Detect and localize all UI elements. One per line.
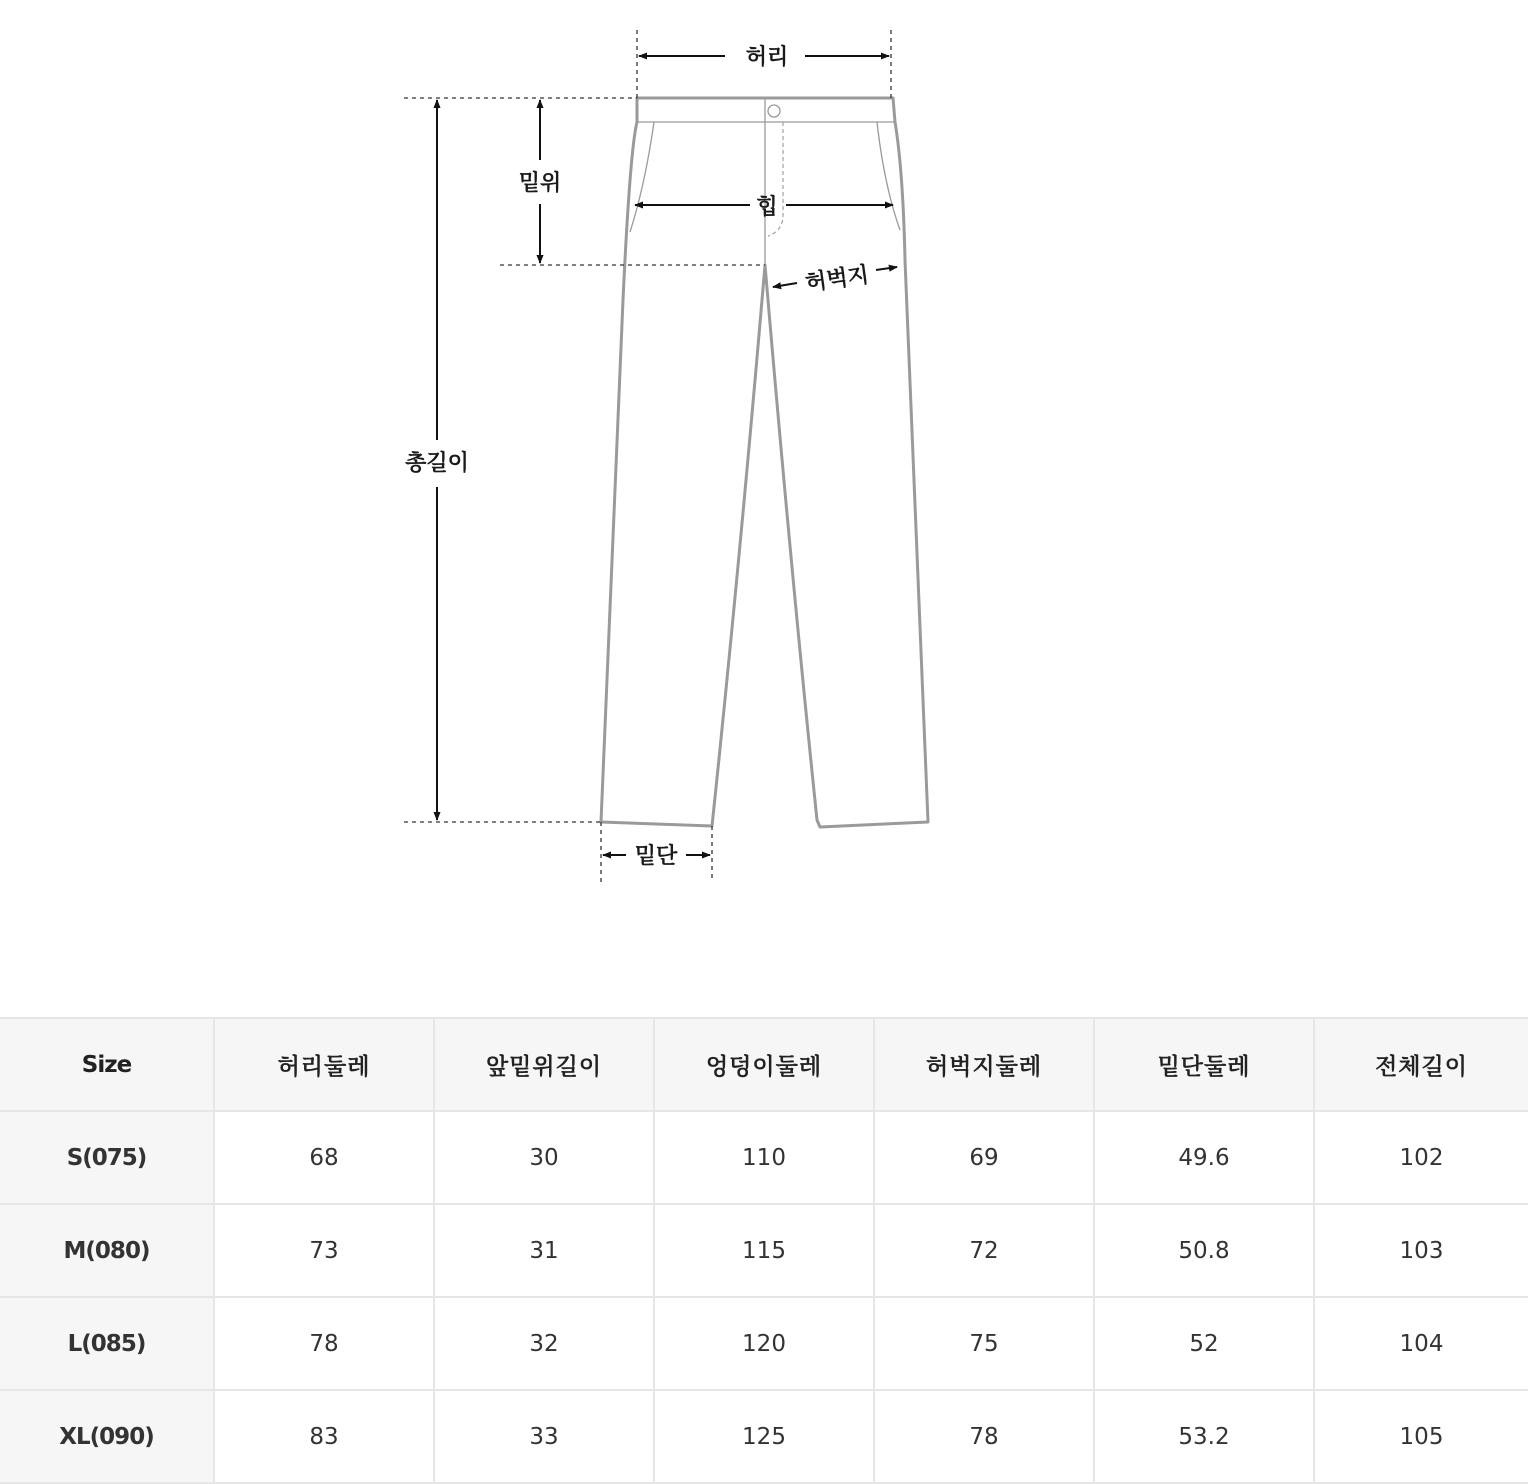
table-cell: 75 <box>874 1297 1094 1390</box>
size-cell: L(085) <box>0 1297 214 1390</box>
table-header-row <box>0 1018 1528 1111</box>
label-hem: 밑단 <box>634 844 678 869</box>
size-cell: M(080) <box>0 1204 214 1297</box>
label-waist: 허리 <box>745 45 789 70</box>
table-cell: 31 <box>434 1204 654 1297</box>
table-cell: 78 <box>214 1297 434 1390</box>
header-front-rise: 앞밑위길이 <box>434 1018 654 1111</box>
label-total-length: 총길이 <box>405 451 469 476</box>
table-cell: 53.2 <box>1094 1390 1314 1483</box>
size-cell: XL(090) <box>0 1390 214 1483</box>
table-cell: 115 <box>654 1204 874 1297</box>
table-cell: 52 <box>1094 1297 1314 1390</box>
table-cell: 78 <box>874 1390 1094 1483</box>
table-cell: 73 <box>214 1204 434 1297</box>
table-row <box>0 1204 1528 1297</box>
table-cell: 105 <box>1314 1390 1528 1483</box>
table-cell: 72 <box>874 1204 1094 1297</box>
table-cell: 49.6 <box>1094 1111 1314 1204</box>
header-hip: 엉덩이둘레 <box>654 1018 874 1111</box>
table-cell: 69 <box>874 1111 1094 1204</box>
size-chart-table <box>0 1017 1528 1484</box>
table-row <box>0 1297 1528 1390</box>
table-cell: 33 <box>434 1390 654 1483</box>
table-cell: 83 <box>214 1390 434 1483</box>
header-thigh: 허벅지둘레 <box>874 1018 1094 1111</box>
table-cell: 102 <box>1314 1111 1528 1204</box>
table-cell: 68 <box>214 1111 434 1204</box>
table-cell: 120 <box>654 1297 874 1390</box>
table-cell: 104 <box>1314 1297 1528 1390</box>
table-cell: 125 <box>654 1390 874 1483</box>
table-cell: 30 <box>434 1111 654 1204</box>
label-thigh: 허벅지 <box>803 262 871 297</box>
size-cell: S(075) <box>0 1111 214 1204</box>
table-cell: 50.8 <box>1094 1204 1314 1297</box>
table-cell: 110 <box>654 1111 874 1204</box>
header-waist: 허리둘레 <box>214 1018 434 1111</box>
label-hip: 힙 <box>756 195 778 220</box>
table-cell: 32 <box>434 1297 654 1390</box>
table-row <box>0 1111 1528 1204</box>
header-size: Size <box>0 1018 214 1111</box>
table-row <box>0 1390 1528 1483</box>
label-rise: 밑위 <box>518 171 562 196</box>
header-total-length: 전체길이 <box>1314 1018 1528 1111</box>
header-hem: 밑단둘레 <box>1094 1018 1314 1111</box>
table-cell: 103 <box>1314 1204 1528 1297</box>
